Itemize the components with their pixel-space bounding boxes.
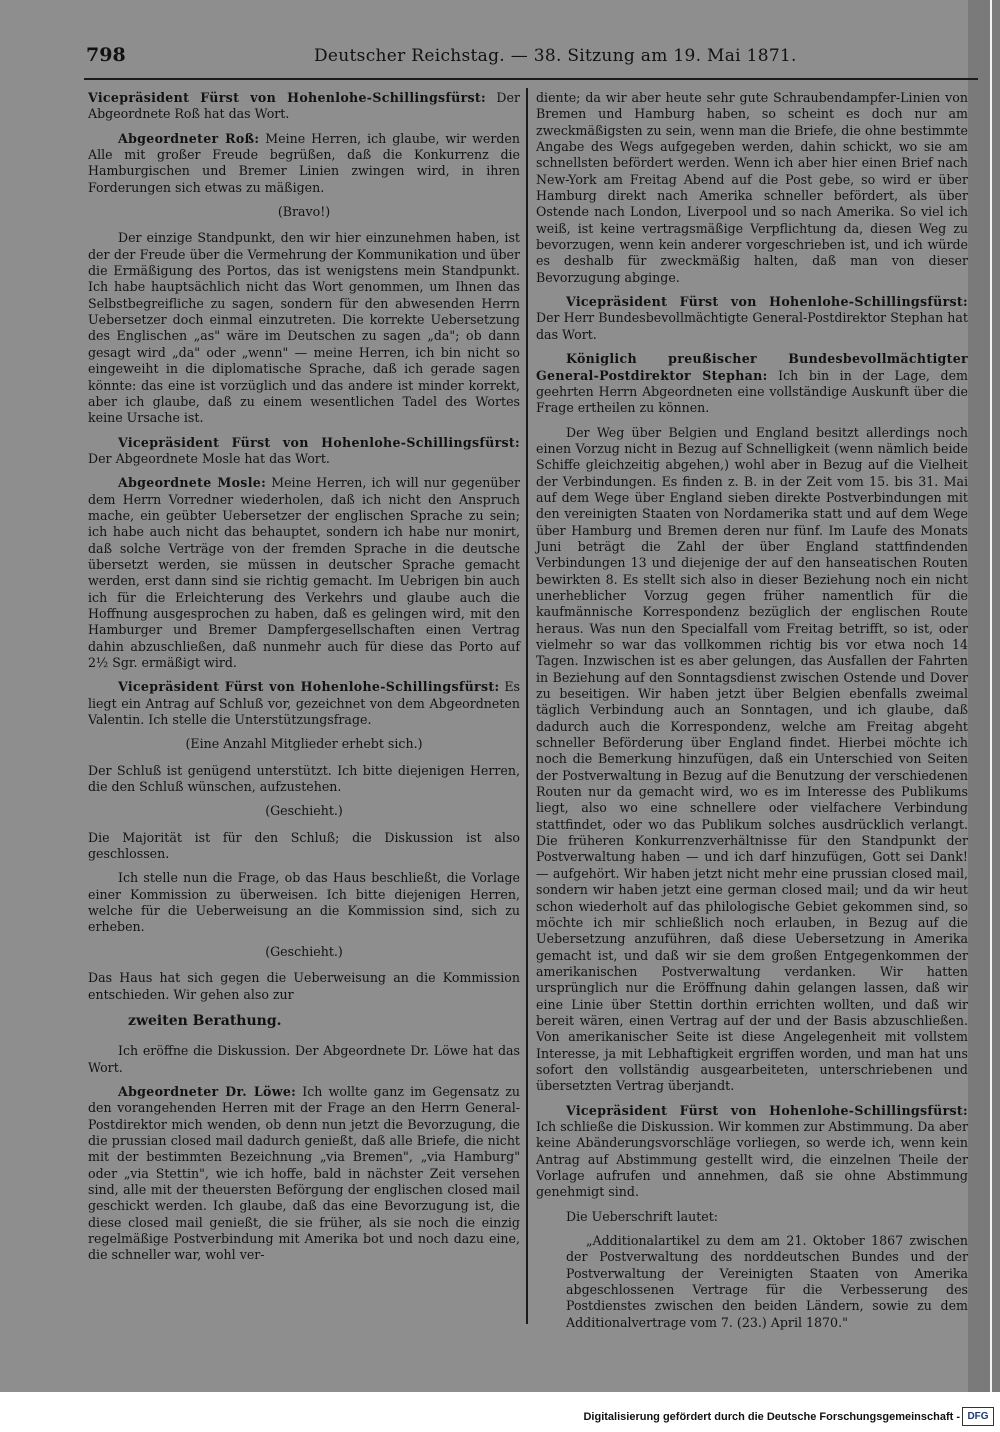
paragraph — [88, 90, 520, 123]
paragraph-text: Der Herr Bundesbevollmächtigte General-Postdirektor Stephan hat das Wort. — [536, 310, 968, 342]
speaker-name: Vicepräsident Fürst von Hohenlohe-Schillingsfürst: — [88, 90, 486, 105]
paragraph-text: Meine Herren, ich will nur gegenüber dem Herrn Vorredner wiederholen, daß ich nicht den Anspruch mache, ein geübter Uebersetzer der englischen Sprache zu sein; ich habe auch nicht das behauptet, sondern ich habe nur monirt, daß solche Verträge von der fremden Sprache in die deutsche übersetzt werden, sie müssen in deutscher Sprache gemacht werden, erst dann sind sie richtig gemacht. Im Uebrigen bin auch ich für die Erleichterung des Verkehrs und glaube auch die Hoffnung ausgesprochen zu haben, daß es gelingen wird, mit den Hamburger und Bremer Dampfergesellschaften einen Vertrag dahin abzuschließen, daß nunmehr auch für diese das Porto auf 2½ Sgr. ermäßigt wird. — [88, 475, 520, 670]
header-rule — [84, 78, 978, 80]
paragraph-text: Ich schließe die Diskussion. Wir kommen zur Abstimmung. Da aber keine Abänderungsvorschläge vorliegen, so werde ich, wenn kein Antrag auf Abstimmung gestellt wird, die einzelnen Theile der Vorlage aufrufen und annehmen, daß sie ohne Abstimmung genehmigt sind. — [536, 1118, 968, 1200]
scan-edge-line — [990, 0, 992, 1392]
quoted-heading: „Additionalartikel zu dem am 21. Oktober 1867 zwischen der Postverwaltung des norddeutschen Bundes und der Postverwaltung der Vereinigten Staaten von Amerika abgeschlossenen Vertrage für die Verbesserung des Postdienstes zwischen den beiden Ländern, sowie zu dem Additionalvertrage vom 7. (23.) April 1870." — [566, 1233, 968, 1330]
speaker-name: Abgeordneter Dr. Löwe: — [118, 1083, 297, 1099]
interjection: (Eine Anzahl Mitglieder erhebt sich.) — [185, 736, 423, 752]
paragraph: Die Ueberschrift lautet: — [566, 1208, 719, 1224]
paragraph: Ich stelle nun die Frage, ob das Haus beschließt, die Vorlage einer Kommission zu überweisen. Ich bitte diejenigen Herren, welche für die Ueberweisung an die Kommission sind, sich zu erheben. — [88, 870, 520, 935]
paragraph — [536, 1103, 968, 1201]
speaker-name: Vicepräsident Fürst von Hohenlohe-Schillingsfürst: — [118, 679, 500, 695]
paragraph-text: Der Abgeordnete Mosle hat das Wort. — [88, 450, 330, 466]
speaker-name: Vicepräsident Fürst von Hohenlohe-Schillingsfürst: — [566, 294, 968, 310]
section-heading: zweiten Berathung. — [128, 1012, 282, 1029]
paragraph: Der einzige Standpunkt, den wir hier einzunehmen haben, ist der der Freude über die Vermehrung der Kommunikation und über die Ermäßigung des Portos, das ist wenigstens mein Standpunkt. Ich habe hauptsächlich nicht das Wort genommen, um Ihnen das Selbstbegreifliche zu sagen, sondern für den abwesenden Herrn Uebersetzer doch einmal einzutreten. Die korrekte Uebersetzung des Englischen „as" wäre im Deutschen zu sagen „da"; ob dann gesagt wird „da" oder „wenn" — meine Herren, ich bin nicht so eingeweiht in die diplomatische Sprache, daß ich gerade sagen könnte: das eine ist vorzüglich und das andere ist minder korrekt, aber ich glaube, daß zu einem wesentlichen Tadel des Wortes keine Ursache ist. — [88, 230, 520, 426]
interjection: (Geschieht.) — [265, 943, 343, 959]
dfg-logo: DFG — [962, 1407, 994, 1426]
speaker-name: Königlich preußischer Bundesbevollmächtigter General-Postdirektor Stephan: — [536, 351, 968, 383]
interjection: (Geschieht.) — [265, 803, 343, 819]
page-header — [84, 42, 984, 70]
scan-edge — [968, 0, 1000, 1392]
speaker-name: Abgeordneter Roß: — [118, 130, 260, 146]
running-head: Deutscher Reichstag. — 38. Sitzung am 19. Mai 1871. — [314, 46, 797, 66]
left-column — [88, 90, 520, 1272]
paragraph — [88, 679, 520, 728]
footer — [0, 1392, 1000, 1432]
paragraph — [88, 131, 520, 196]
column-divider — [526, 88, 528, 1324]
paragraph — [88, 1084, 520, 1264]
paragraph — [536, 351, 968, 416]
paragraph — [88, 475, 520, 671]
speaker-name: Abgeordnete Mosle: — [118, 475, 267, 491]
paragraph — [88, 435, 520, 468]
paragraph: Der Schluß ist genügend unterstützt. Ich bitte diejenigen Herren, die den Schluß wünschen, aufzustehen. — [88, 762, 520, 795]
paragraph: Ich eröffne die Diskussion. Der Abgeordnete Dr. Löwe hat das Wort. — [88, 1043, 520, 1075]
paragraph: Das Haus hat sich gegen die Ueberweisung an die Kommission entschieden. Wir gehen also zur — [88, 970, 520, 1002]
paragraph: diente; da wir aber heute sehr gute Schraubendampfer-Linien von Bremen und Hamburg haben, so scheint es doch nur am zweckmäßigsten zu sein, wenn man die Briefe, die ohne bestimmte Angabe des Wegs aufgegeben werden, dahin schickt, wo sie am schnellsten befördert werden. Wenn ich aber hier einen Brief nach New-York am Freitag Abend auf die Post gebe, so wird er über Hamburg direkt nach Amerika schneller befördert, als über Ostende nach London, Liverpool und so nach Amerika. So viel ich weiß, ist keine vertragsmäßige Verpflichtung da, diesen Weg zu bevorzugen, wenn kein anderer vorgeschrieben ist, und ich würde es deshalb für zweckmäßig halten, daß man von dieser Bevorzugung abginge. — [536, 90, 968, 285]
paragraph-text: Ich wollte ganz im Gegensatz zu den vorangehenden Herren mit der Frage an den Herrn General-Postdirektor mich wenden, ob denn nun jetzt die Bevorzugung, die die prussian closed mail dadurch genießt, daß alle Briefe, die nicht mit der bestimmten Bezeichnung „via Bremen", „via Hamburg" oder „via Stettin", wie ich hoffe, bald in nächster Zeit versehen sind, alle mit der theuersten Beförgung der englischen closed mail geschickt werden. Ich glaube, daß das eine Bevorzugung ist, die diese closed mail genießt, die sie früher, als sie noch die einzig regelmäßige Postverbindung mit Amerika bot und noch dazu eine, die schneller war, wohl ver- — [88, 1083, 520, 1263]
speaker-name: Vicepräsident Fürst von Hohenlohe-Schillingsfürst: — [566, 1102, 968, 1118]
interjection: (Bravo!) — [277, 204, 331, 220]
paragraph-text: Ich bin in der Lage, dem geehrten Herrn Abgeordneten eine vollständige Auskunft über die Frage ertheilen zu können. — [536, 367, 968, 416]
paragraph-text: Der Abgeordnete Roß hat das Wort. — [88, 90, 520, 122]
paragraph: Die Majorität ist für den Schluß; die Diskussion ist also geschlossen. — [88, 829, 520, 862]
right-column — [536, 90, 968, 1339]
paragraph-text: Meine Herren, ich glaube, wir werden Alle mit großer Freude begrüßen, daß die Konkurrenz die Hamburgischen und Bremer Linien zwingen wird, in ihren Forderungen sich etwas zu mäßigen. — [88, 130, 520, 195]
digitization-credit: Digitalisierung gefördert durch die Deutsche Forschungsgemeinschaft - — [583, 1411, 960, 1423]
paragraph — [536, 294, 968, 343]
paragraph-text: Es liegt ein Antrag auf Schluß vor, gezeichnet von dem Abgeordneten Valentin. Ich stelle die Unterstützungsfrage. — [88, 679, 520, 728]
speaker-name: Vicepräsident Fürst von Hohenlohe-Schillingsfürst: — [118, 434, 520, 450]
page-number: 798 — [86, 44, 126, 66]
paragraph: Der Weg über Belgien und England besitzt allerdings noch einen Vorzug nicht in Bezug auf Schnelligkeit (wenn nämlich beide Schiffe gleichzeitig abgehen,) wohl aber in Bezug auf die Vielheit der Verbindungen. Es finden z. B. in der Zeit vom 15. bis 31. Mai auf dem Wege über England sieben direkte Postverbindungen mit den vereinigten Staaten von Nordamerika statt und auf dem Wege über Hamburg und Bremen deren nur fünf. Im Laufe des Monats Juni beträgt die Zahl der über England stattfindenden Verbindungen 13 und diejenige der auf den hanseatischen Routen bewirkten 8. Es stellt sich also in dieser Beziehung noch ein nicht unerheblicher Vorzug gegen früher namentlich für die kaufmännische Korrespondenz bezüglich der englischen Route heraus. Was nun den Specialfall vom Freitag betrifft, so ist, oder vielmehr so war das vollkommen richtig bis vor etwa noch 14 Tagen. Inzwischen ist es aber gelungen, das Ausfallen der Fahrten in Beziehung auf den Sonntagsdienst zwischen Ostende und Dover zu beseitigen. Wir haben jetzt über Belgien ebenfalls zweimal täglich Verbindung auch an Sonntagen, und ich glaube, daß dadurch auch die Korrespondenz, welche am Freitag abgeht schneller Beförderung über England findet. Hierbei möchte ich noch die Bemerkung hinzufügen, daß ein Unterschied von Seiten der Postverwaltung in Bezug auf die Benutzung der verschiedenen Routen nur da gemacht wird, wo es im Interesse des Publikums liegt, also wo eine schnellere oder vielfachere Verbindung stattfindet, oder wo das Publikum solches ausdrücklich verlangt. Die früheren Konkurrenzverhältnisse für den Standpunkt der Postverwaltung haben — und ich darf hinzufügen, Gott sei Dank! — aufgehört. Wir haben jetzt nicht mehr eine prussian closed mail, sondern wir haben jetzt eine german closed mail; und da wir heut schon wiederholt auf das philologische Gebiet gekommen sind, so möchte ich mir schließlich noch erlauben, in Bezug auf die Uebersetzung anzuführen, daß diese Uebersetzung in Amerika gemacht ist, und daß wir sie dem großen Entgegenkommen der amerikanischen Postverwaltung verdanken. Wir hatten ursprünglich nur die Eröffnung dahin gelangen lassen, daß wir eine Linie über Stettin dorthin errichten wollten, und daß wir bereit wären, einen Vertrag auf der und der Basis abzuschließen. Von amerikanischer Seite ist diese Angelegenheit mit vollstem Interesse, ja mit Lebhaftigkeit ergriffen worden, und man hat uns sofort den vollständig ausgearbeiteten, unterschriebenen und übersetzten Vertrag überjandt. — [536, 424, 968, 1094]
